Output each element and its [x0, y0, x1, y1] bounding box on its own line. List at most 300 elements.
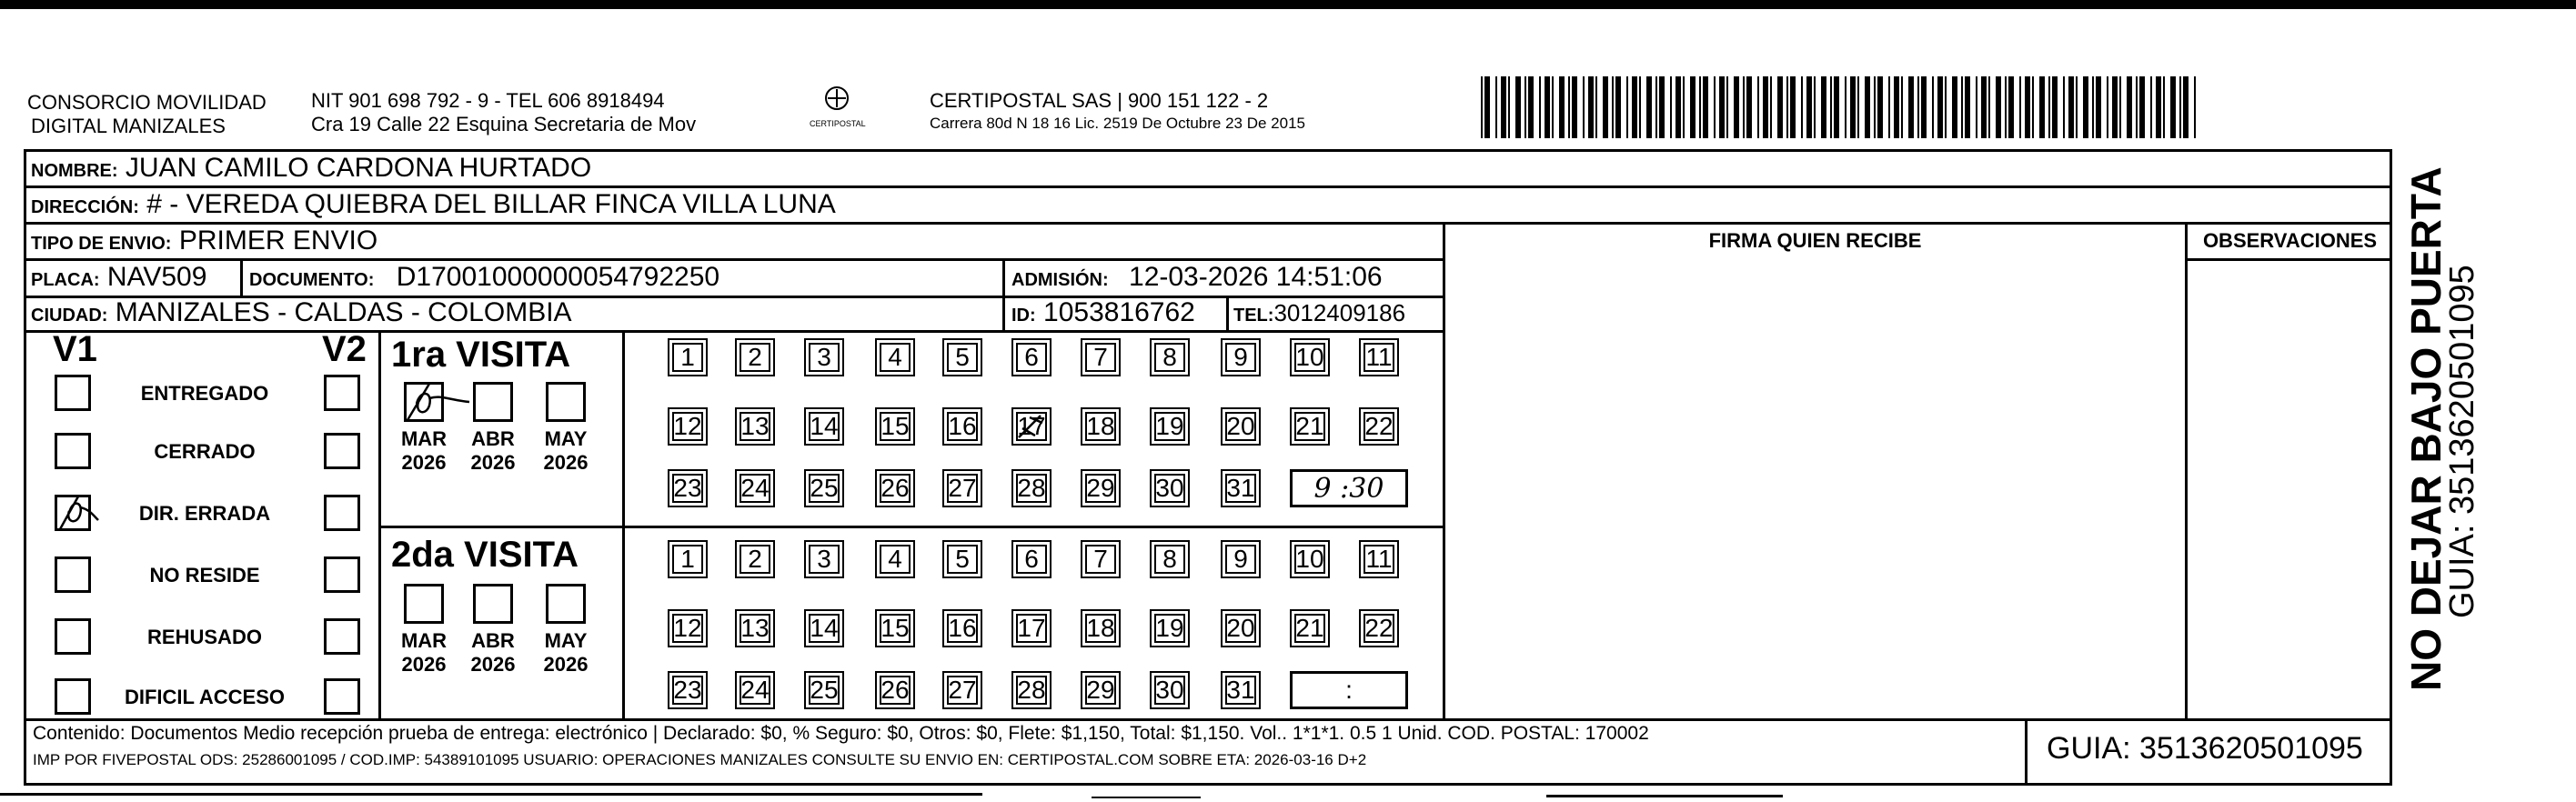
day-box[interactable]	[668, 469, 708, 507]
month-name: MAY	[544, 427, 588, 450]
day-box[interactable]	[875, 407, 915, 446]
day-number: 1	[680, 343, 695, 371]
barcode-bar	[1568, 76, 1570, 138]
day-number: 6	[1024, 545, 1039, 573]
day-number: 14	[810, 614, 839, 642]
consortium-line2: DIGITAL MANIZALES	[31, 115, 226, 137]
barcode-bar	[1515, 76, 1521, 138]
day-number: 27	[948, 474, 977, 502]
month-name: MAY	[544, 629, 588, 652]
direccion-row	[31, 189, 836, 223]
barcode-bar	[2127, 76, 2132, 138]
barcode-bar	[1675, 76, 1681, 138]
day-number: 30	[1155, 474, 1184, 502]
barcode-bar	[1683, 76, 1685, 138]
barcode-bar	[1834, 76, 1839, 138]
day-number: 25	[810, 474, 839, 502]
day-box[interactable]	[942, 407, 982, 446]
day-box[interactable]	[942, 671, 982, 709]
barcode-bar	[1484, 76, 1490, 138]
consortium-line1: CONSORCIO MOVILIDAD	[27, 91, 267, 114]
side-guia-text: GUIA: 3513620501095	[2443, 265, 2481, 618]
barcode-bar	[1790, 76, 1796, 138]
placa-label: PLACA:	[31, 270, 100, 290]
barcode-bar	[1937, 76, 1943, 138]
no-dejar-text: NO DEJAR BAJO PUERTA	[2402, 166, 2450, 691]
barcode-bar	[2083, 76, 2088, 138]
status-v2-checkbox[interactable]	[324, 618, 360, 655]
barcode	[1481, 76, 2209, 138]
second-visit-title: 2da VISITA	[391, 535, 579, 575]
day-box[interactable]	[875, 540, 915, 578]
barcode-bar	[1524, 76, 1526, 138]
month-name: ABR	[471, 629, 515, 652]
content-line: Contenido: Documentos Medio recepción prueba de entrega: electrónico | Declarado: $0, % Seguro: $0, Otros: $0, Flete: $1,150, Total: $1,150. Vol.. 1*1*1. 0.5 1 Unid. COD. POSTAL: 170002	[33, 723, 1649, 744]
day-box[interactable]	[1081, 407, 1121, 446]
day-number: 13	[740, 412, 770, 440]
month-year: 2026	[401, 653, 447, 676]
month-checkbox[interactable]	[473, 382, 513, 422]
day-box[interactable]	[668, 609, 708, 647]
day-box[interactable]	[1221, 540, 1261, 578]
status-label: NO RESIDE	[149, 564, 260, 586]
barcode-bar	[1894, 76, 1899, 138]
day-box[interactable]	[1359, 407, 1399, 446]
id-row	[1011, 297, 1195, 331]
barcode-bar	[1670, 76, 1672, 138]
barcode-bar	[1501, 76, 1506, 138]
barcode-bar	[2008, 76, 2014, 138]
status-label: DIFICIL ACCESO	[124, 686, 285, 708]
day-number: 22	[1364, 412, 1394, 440]
day-box[interactable]	[1011, 671, 1052, 709]
day-box[interactable]	[735, 338, 775, 376]
day-number: 30	[1155, 676, 1184, 704]
month-label	[533, 629, 599, 677]
time-box[interactable]: :	[1290, 671, 1408, 709]
barcode-bar	[2063, 76, 2065, 138]
day-box[interactable]	[1221, 609, 1261, 647]
day-box[interactable]	[1150, 338, 1190, 376]
day-box[interactable]	[942, 469, 982, 507]
day-box[interactable]	[1290, 540, 1330, 578]
day-number: 4	[888, 545, 902, 573]
barcode-bar	[2139, 76, 2145, 138]
day-number: 2	[748, 343, 762, 371]
day-box[interactable]	[1290, 338, 1330, 376]
day-number: 27	[948, 676, 977, 704]
day-box[interactable]	[1011, 338, 1052, 376]
month-checkbox[interactable]	[473, 584, 513, 624]
status-v2-checkbox[interactable]	[324, 375, 360, 411]
id-value: 1053816762	[1043, 297, 1195, 327]
day-number: 17	[1017, 412, 1046, 440]
barcode-bar	[1646, 76, 1652, 138]
day-box[interactable]	[875, 338, 915, 376]
day-box[interactable]	[804, 609, 844, 647]
tipo-value: PRIMER ENVIO	[178, 226, 378, 256]
day-number: 15	[880, 614, 910, 642]
day-box[interactable]	[1011, 469, 1052, 507]
month-year: 2026	[543, 451, 589, 474]
barcode-bar	[1659, 76, 1665, 138]
barcode-bar	[1981, 76, 1987, 138]
firma-label: FIRMA QUIEN RECIBE	[1708, 229, 1922, 252]
day-number: 23	[673, 676, 702, 704]
day-number: 3	[817, 343, 831, 371]
barcode-bar	[1572, 76, 1577, 138]
day-box[interactable]	[1081, 609, 1121, 647]
day-number: 13	[740, 614, 770, 642]
month-name: MAR	[400, 427, 448, 450]
documento-value: D17001000000054792250	[396, 262, 720, 292]
barcode-bar	[1603, 76, 1608, 138]
barcode-bar	[1830, 76, 1832, 138]
day-number: 12	[673, 614, 702, 642]
status-label: REHUSADO	[147, 626, 262, 648]
barcode-bar	[1559, 76, 1565, 138]
day-number: 1	[680, 545, 695, 573]
barcode-bar	[2170, 76, 2176, 138]
imp-line: IMP POR FIVEPOSTAL ODS: 25286001095 / COD.IMP: 54389101095 USUARIO: OPERACIONES MANIZALES CONSULTE SU ENVIO EN: CERTIPOSTAL.COM SOBRE ETA: 2026-03-16 D+2	[33, 751, 1367, 768]
certipostal-line1: CERTIPOSTAL SAS | 900 151 122 - 2	[930, 89, 1269, 112]
barcode-bar	[2107, 76, 2108, 138]
status-v2-checkbox[interactable]	[324, 433, 360, 469]
day-box[interactable]	[735, 407, 775, 446]
barcode-bar	[1545, 76, 1550, 138]
tel-value: 3012409186	[1273, 299, 1406, 326]
day-box[interactable]	[1011, 609, 1052, 647]
day-number: 28	[1017, 676, 1046, 704]
day-number: 24	[740, 474, 770, 502]
placa-row	[31, 262, 206, 296]
day-box[interactable]	[668, 671, 708, 709]
day-number: 20	[1226, 614, 1255, 642]
barcode-bar	[1612, 76, 1614, 138]
day-number: 7	[1093, 343, 1108, 371]
month-label	[391, 427, 457, 475]
admision-value: 12-03-2026 14:51:06	[1129, 262, 1383, 292]
barcode-bar	[2019, 76, 2021, 138]
barcode-bar	[1588, 76, 1594, 138]
day-number: 16	[948, 412, 977, 440]
barcode-bar	[1734, 76, 1739, 138]
barcode-bar	[2163, 76, 2165, 138]
certipostal-info	[930, 89, 1305, 135]
day-number: 15	[880, 412, 910, 440]
barcode-bar	[1961, 76, 1963, 138]
day-number: 29	[1086, 474, 1115, 502]
day-box[interactable]	[668, 407, 708, 446]
month-label	[391, 629, 457, 677]
barcode-bar	[1481, 76, 1483, 138]
day-box[interactable]	[804, 407, 844, 446]
barcode-bar	[1976, 76, 1977, 138]
day-number: 31	[1226, 676, 1255, 704]
day-box[interactable]	[1221, 469, 1261, 507]
status-v1-checkbox[interactable]	[55, 375, 91, 411]
barcode-bar	[1690, 76, 1696, 138]
day-box[interactable]	[1081, 469, 1121, 507]
barcode-bar	[1850, 76, 1856, 138]
barcode-bar	[1806, 76, 1812, 138]
day-number: 3	[817, 545, 831, 573]
day-box[interactable]	[875, 671, 915, 709]
day-box[interactable]	[735, 671, 775, 709]
barcode-bar	[2183, 76, 2189, 138]
barcode-bar	[1583, 76, 1585, 138]
day-box[interactable]	[1290, 407, 1330, 446]
barcode-bar	[1528, 76, 1534, 138]
day-box[interactable]	[735, 609, 775, 647]
tipo-row	[31, 226, 377, 259]
nombre-label: NOMBRE:	[31, 161, 118, 181]
barcode-bar	[1874, 76, 1876, 138]
day-box[interactable]	[942, 338, 982, 376]
certipostal-logo	[810, 84, 864, 128]
barcode-bar	[1814, 76, 1816, 138]
barcode-bar	[2076, 76, 2078, 138]
barcode-bar	[1632, 76, 1637, 138]
barcode-bar	[2119, 76, 2121, 138]
barcode-bar	[1743, 76, 1745, 138]
status-v1-checkbox[interactable]	[55, 556, 91, 593]
day-box[interactable]	[804, 338, 844, 376]
barcode-bar	[1508, 76, 1510, 138]
documento-label: DOCUMENTO:	[249, 270, 375, 290]
day-number: 5	[955, 343, 970, 371]
month-year: 2026	[543, 653, 589, 676]
month-name: MAR	[400, 629, 448, 652]
day-box[interactable]	[668, 540, 708, 578]
id-label: ID:	[1011, 306, 1036, 326]
barcode-bar	[1988, 76, 1990, 138]
month-year: 2026	[470, 653, 516, 676]
day-number: 24	[740, 676, 770, 704]
day-box[interactable]	[875, 609, 915, 647]
barcode-bar	[1655, 76, 1657, 138]
day-box[interactable]	[1011, 540, 1052, 578]
month-label	[460, 629, 526, 677]
day-box[interactable]	[1221, 338, 1261, 376]
day-number: 31	[1226, 474, 1255, 502]
barcode-bar	[2179, 76, 2181, 138]
day-box[interactable]	[1150, 540, 1190, 578]
handwritten-day-mark	[1013, 410, 1050, 443]
day-number: 4	[888, 343, 902, 371]
day-number: 20	[1226, 412, 1255, 440]
barcode-bar	[1786, 76, 1788, 138]
direccion-label: DIRECCIÓN:	[31, 197, 139, 217]
certipostal-logo-icon	[819, 84, 855, 115]
day-number: 26	[880, 676, 910, 704]
day-number: 25	[810, 676, 839, 704]
address-line: Cra 19 Calle 22 Esquina Secretaria de Mov	[311, 113, 697, 135]
placa-value: NAV509	[106, 262, 207, 292]
barcode-bar	[2194, 76, 2196, 138]
barcode-bar	[1726, 76, 1728, 138]
barcode-bar	[1908, 76, 1914, 138]
handwritten-check-mark	[53, 489, 135, 535]
day-number: 21	[1295, 412, 1324, 440]
day-number: 11	[1365, 343, 1393, 371]
day-box[interactable]	[1359, 540, 1399, 578]
status-label: DIR. ERRADA	[138, 502, 271, 525]
day-number: 18	[1086, 412, 1115, 440]
ciudad-row	[31, 297, 572, 331]
consortium-contact	[311, 89, 696, 136]
ciudad-value: MANIZALES - CALDAS - COLOMBIA	[115, 297, 572, 327]
day-box[interactable]	[1150, 609, 1190, 647]
barcode-bar	[2005, 76, 2007, 138]
barcode-bar	[1495, 76, 1497, 138]
day-number: 19	[1155, 412, 1184, 440]
barcode-bar	[2052, 76, 2058, 138]
status-v2-checkbox[interactable]	[324, 556, 360, 593]
barcode-bar	[1539, 76, 1541, 138]
consortium-name	[27, 91, 267, 138]
day-box[interactable]	[1221, 407, 1261, 446]
day-number: 19	[1155, 614, 1184, 642]
day-number: 2	[748, 545, 762, 573]
day-number: 17	[1017, 614, 1046, 642]
barcode-bar	[2068, 76, 2074, 138]
status-v1-checkbox[interactable]	[55, 433, 91, 469]
scan-top-border	[0, 0, 2576, 9]
day-box[interactable]	[942, 609, 982, 647]
day-box[interactable]	[1359, 338, 1399, 376]
day-box[interactable]	[1150, 671, 1190, 709]
day-number: 14	[810, 412, 839, 440]
day-box[interactable]	[804, 671, 844, 709]
barcode-bar	[1921, 76, 1927, 138]
day-number: 11	[1365, 545, 1393, 573]
barcode-bar	[1714, 76, 1716, 138]
day-box[interactable]	[942, 540, 982, 578]
month-label	[460, 427, 526, 475]
barcode-bar	[2096, 76, 2101, 138]
month-label	[533, 427, 599, 475]
day-number: 18	[1086, 614, 1115, 642]
month-checkbox[interactable]	[546, 382, 586, 422]
v1-label: V1	[53, 329, 97, 369]
day-number: 28	[1017, 474, 1046, 502]
day-box[interactable]	[1150, 407, 1190, 446]
barcode-bar	[1703, 76, 1708, 138]
status-v1-checkbox[interactable]	[55, 618, 91, 655]
certipostal-line2: Carrera 80d N 18 16 Lic. 2519 De Octubre 23 De 2015	[930, 115, 1305, 132]
month-checkbox[interactable]	[546, 584, 586, 624]
barcode-bar	[1996, 76, 2001, 138]
day-number: 29	[1086, 676, 1115, 704]
barcode-bar	[1952, 76, 1957, 138]
nombre-row	[31, 153, 591, 186]
tipo-label: TIPO DE ENVIO:	[31, 234, 172, 254]
day-number: 12	[673, 412, 702, 440]
status-v2-checkbox[interactable]	[324, 678, 360, 715]
day-number: 16	[948, 614, 977, 642]
day-box[interactable]	[1081, 338, 1121, 376]
barcode-bar	[2032, 76, 2034, 138]
day-box[interactable]	[735, 469, 775, 507]
handwritten-month-mark	[402, 378, 475, 424]
day-box[interactable]	[668, 338, 708, 376]
nit-line: NIT 901 698 792 - 9 - TEL 606 8918494	[311, 89, 665, 112]
day-number: 9	[1233, 343, 1248, 371]
day-number: 21	[1295, 614, 1324, 642]
barcode-bar	[1746, 76, 1752, 138]
barcode-bar	[1945, 76, 1947, 138]
day-number: 9	[1233, 545, 1248, 573]
status-label: CERRADO	[154, 440, 256, 463]
month-year: 2026	[470, 451, 516, 474]
barcode-bar	[1763, 76, 1768, 138]
month-name: ABR	[471, 427, 515, 450]
day-box[interactable]	[875, 469, 915, 507]
day-number: 5	[955, 545, 970, 573]
day-box[interactable]	[804, 540, 844, 578]
guia-box: GUIA: 3513620501095	[2047, 731, 2363, 766]
barcode-bar	[1770, 76, 1772, 138]
admision-label: ADMISIÓN:	[1011, 270, 1109, 290]
status-label: ENTREGADO	[140, 382, 269, 405]
first-visit-title: 1ra VISITA	[391, 335, 571, 375]
day-number: 26	[880, 474, 910, 502]
barcode-bar	[1626, 76, 1628, 138]
barcode-bar	[1965, 76, 1970, 138]
day-number: 22	[1364, 614, 1394, 642]
barcode-bar	[1857, 76, 1859, 138]
day-number: 10	[1295, 343, 1324, 371]
barcode-bar	[1639, 76, 1641, 138]
barcode-bar	[2048, 76, 2050, 138]
barcode-bar	[1699, 76, 1701, 138]
direccion-value: # - VEREDA QUIEBRA DEL BILLAR FINCA VILLA LUNA	[146, 189, 836, 219]
day-number: 6	[1024, 343, 1039, 371]
day-box[interactable]	[1290, 609, 1330, 647]
day-box[interactable]	[735, 540, 775, 578]
barcode-bar	[1865, 76, 1870, 138]
barcode-bar	[1888, 76, 1890, 138]
observaciones-label: OBSERVACIONES	[2202, 229, 2378, 252]
tel-row	[1233, 297, 1405, 331]
time-box[interactable]: 9 :30	[1290, 469, 1408, 507]
day-box[interactable]	[804, 469, 844, 507]
status-v2-checkbox[interactable]	[324, 495, 360, 531]
day-box[interactable]	[1359, 609, 1399, 647]
status-v1-checkbox[interactable]	[55, 678, 91, 715]
day-box[interactable]	[1081, 671, 1121, 709]
nombre-value: JUAN CAMILO CARDONA HURTADO	[125, 153, 592, 183]
barcode-bar	[1845, 76, 1846, 138]
barcode-bar	[1932, 76, 1934, 138]
documento-row	[249, 262, 719, 296]
day-box[interactable]	[1150, 469, 1190, 507]
barcode-bar	[2156, 76, 2161, 138]
barcode-bar	[1595, 76, 1597, 138]
v2-label: V2	[322, 329, 367, 369]
barcode-bar	[2112, 76, 2118, 138]
barcode-bar	[1821, 76, 1826, 138]
ciudad-label: CIUDAD:	[31, 306, 108, 326]
day-box[interactable]	[1221, 671, 1261, 709]
month-checkbox[interactable]	[404, 584, 444, 624]
month-year: 2026	[401, 451, 447, 474]
barcode-bar	[1719, 76, 1725, 138]
barcode-bar	[1552, 76, 1554, 138]
barcode-bar	[1757, 76, 1759, 138]
day-box[interactable]	[1081, 540, 1121, 578]
